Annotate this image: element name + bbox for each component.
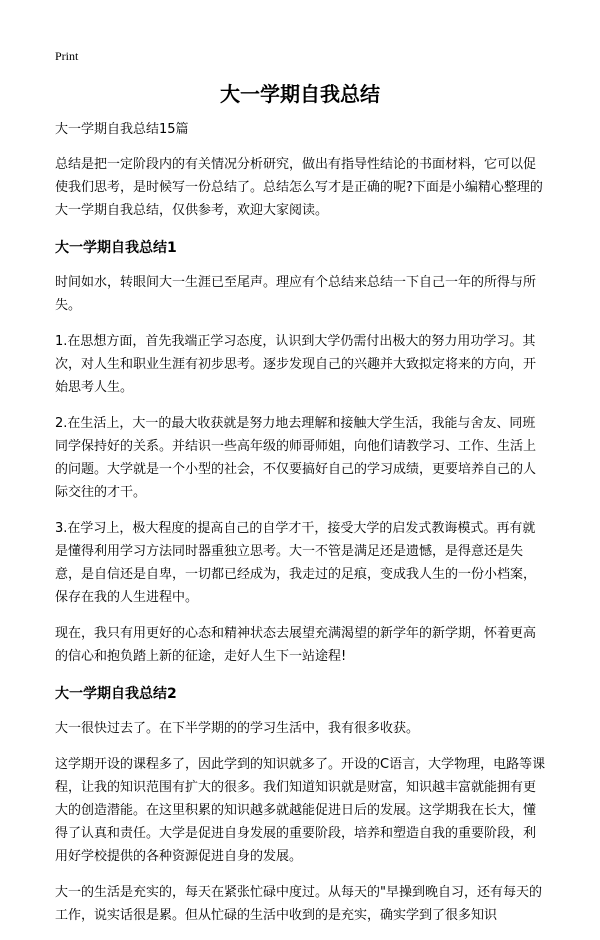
paragraph: 这学期开设的课程多了，因此学到的知识就多了。开设的C语言，大学物理，电路等课程，让我的知识范围有扩大的很多。我们知道知识就是财富，知识越丰富就能拥有更大的创造潜能。在这里积累的知识越多就越能促进日后的发展。这学期我在长大，懂得了认真和责任。大学是促进自身发展的重要阶段，培养和塑造自我的重要阶段，利用好学校提供的各种资源促进自身的发展。 — [55, 757, 546, 864]
article-subtitle: 大一学期自我总结15篇 — [55, 122, 189, 137]
paragraph: 大一的生活是充实的，每天在紧张忙碌中度过。从每天的"早操到晚自习，还有每天的工作，说实话很是累。但从忙碌的生活中收到的是充实，确实学到了很多知识 — [55, 885, 542, 923]
paragraph: 时间如水，转眼间大一生涯已至尾声。理应有个总结来总结一下自己一年的所得与所失。 — [55, 275, 537, 313]
section-heading: 大一学期自我总结1 — [55, 240, 177, 256]
print-link[interactable]: Print — [55, 49, 79, 63]
page-title: 大一学期自我总结 — [220, 82, 380, 106]
paragraph: 3.在学习上，极大程度的提高自己的自学才干，接受大学的启发式教诲模式。再有就是懂得利用学习方法同时器重独立思考。大一不管是满足还是遗憾，是得意还是失意，是自信还是自卑，一切都已经成为，我走过的足痕，变成我人生的一份小档案，保存在我的人生进程中。 — [55, 521, 537, 605]
paragraph: 大一很快过去了。在下半学期的的学习生活中，我有很多收获。 — [55, 721, 420, 736]
paragraph: 2.在生活上，大一的最大收获就是努力地去理解和接触大学生活，我能与舍友、同班同学保持好的关系。并结识一些高年级的师哥师姐，向他们请教学习、工作、生活上的问题。大学就是一个小型的社会，不仅要搞好自己的学习成绩，更要培养自己的人际交往的才干。 — [55, 416, 537, 500]
intro-paragraph: 总结是把一定阶段内的有关情况分析研究，做出有指导性结论的书面材料，它可以促使我们思考，是时候写一份总结了。总结怎么写才是正确的呢?下面是小编精心整理的大一学期自我总结，仅供参考，欢迎大家阅读。 — [55, 157, 543, 218]
section-heading: 大一学期自我总结2 — [55, 686, 177, 702]
article-body — [55, 118, 548, 940]
paragraph: 1.在思想方面，首先我端正学习态度，认识到大学仍需付出极大的努力用功学习。其次，对人生和职业生涯有初步思考。逐步发现自己的兴趣并大致拟定将来的方向，开始思考人生。 — [55, 334, 537, 395]
paragraph: 现在，我只有用更好的心态和精神状态去展望充满渴望的新学年的新学期，怀着更高的信心和抱负踏上新的征途，走好人生下一站途程! — [55, 626, 537, 664]
